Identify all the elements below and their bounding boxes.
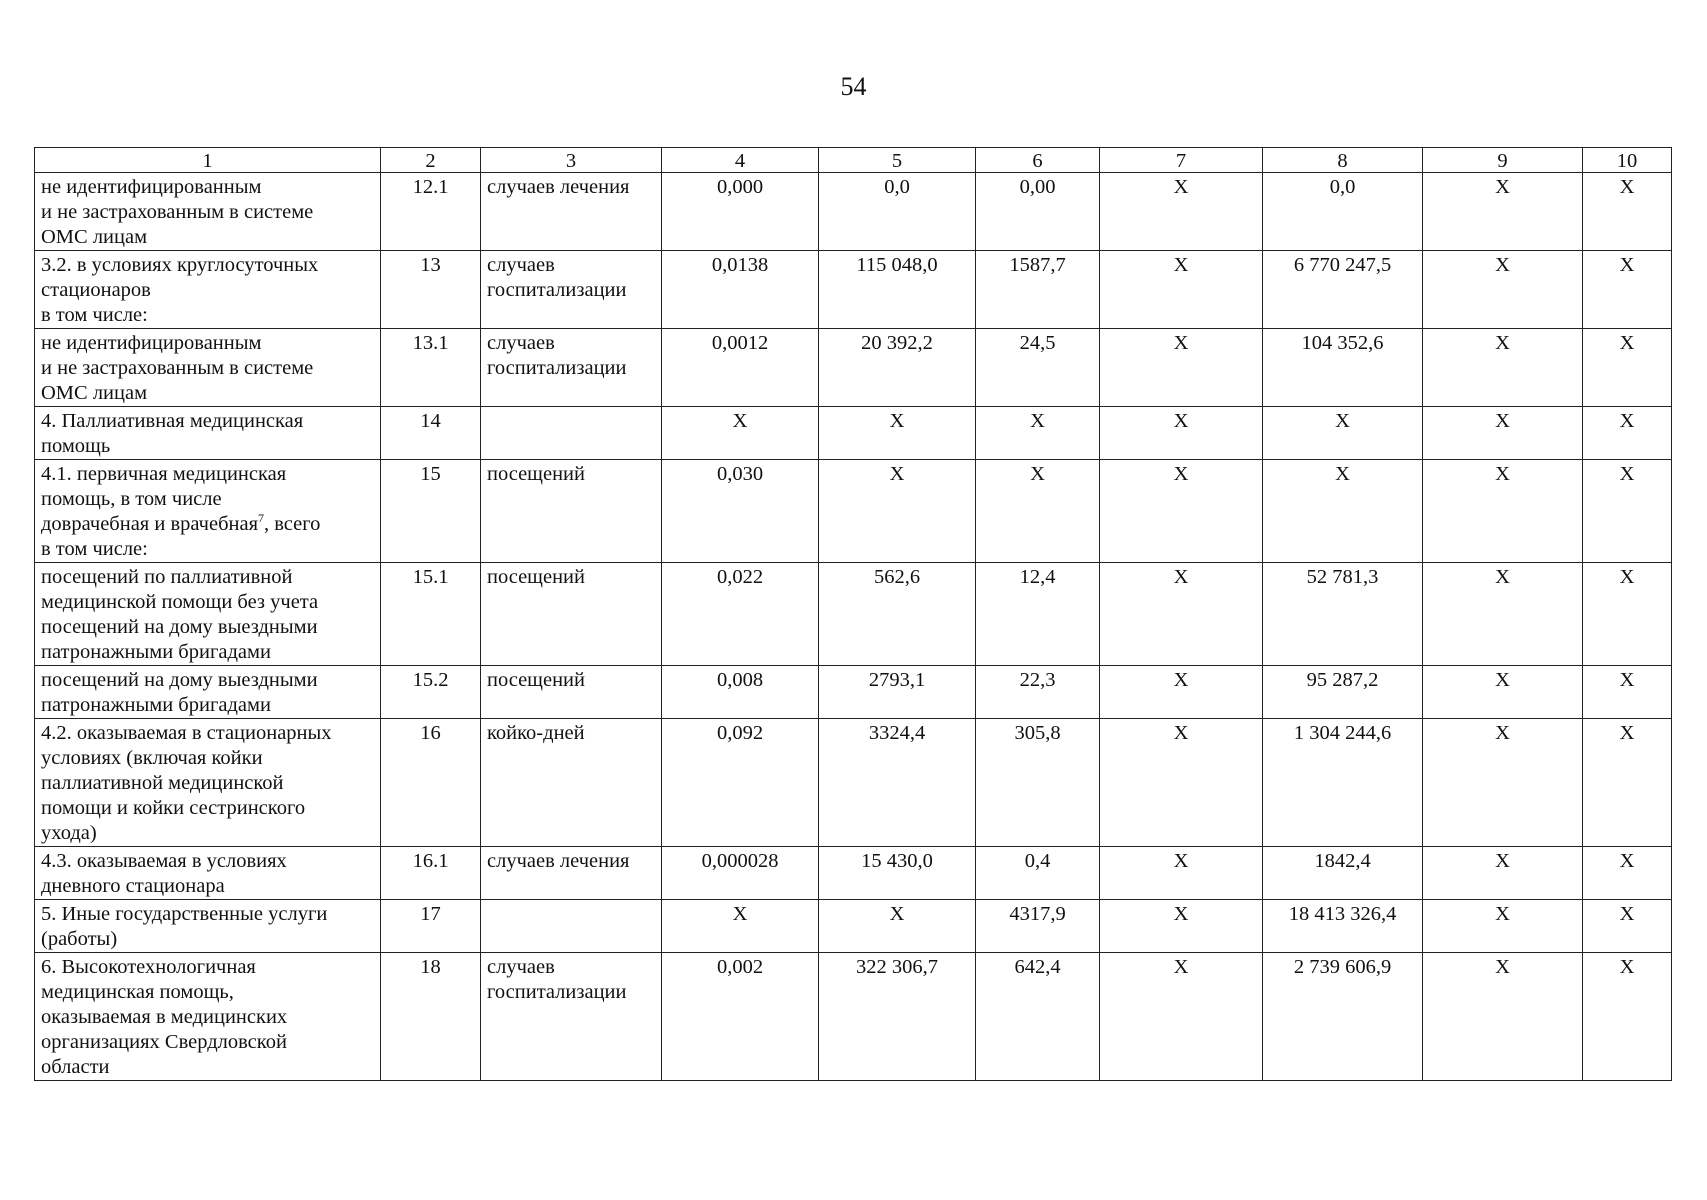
table-row <box>35 666 1672 719</box>
cell-col-4: 0,000 <box>662 173 819 251</box>
cell-col-9: X <box>1423 329 1583 407</box>
cell-col-4: 0,030 <box>662 460 819 563</box>
indicator-name-text: 4.1. первичная медицинская помощь, в том числе доврачебная и врачебная <box>41 463 287 535</box>
cell-unit: случаев госпитализации <box>481 953 662 1081</box>
indicator-name-text: не идентифицированным и не застрахованным в системе ОМС лицам <box>41 332 314 404</box>
cell-col-8: 2 739 606,9 <box>1263 953 1423 1081</box>
footnote-marker: 7 <box>258 511 264 526</box>
cell-col-6: 12,4 <box>976 563 1100 666</box>
cell-col-7: X <box>1100 847 1263 900</box>
cell-col-5: 0,0 <box>819 173 976 251</box>
cell-col-8: 6 770 247,5 <box>1263 251 1423 329</box>
cell-col-6: X <box>976 407 1100 460</box>
column-header: 8 <box>1263 148 1423 173</box>
cell-col-4: X <box>662 900 819 953</box>
cell-col-4: 0,0138 <box>662 251 819 329</box>
cell-indicator-name <box>35 666 381 719</box>
cell-col-8: 0,0 <box>1263 173 1423 251</box>
cell-row-number: 16.1 <box>381 847 481 900</box>
cell-col-5: X <box>819 460 976 563</box>
cell-col-9: X <box>1423 719 1583 847</box>
table-row <box>35 329 1672 407</box>
cell-col-9: X <box>1423 563 1583 666</box>
cell-row-number: 15.2 <box>381 666 481 719</box>
indicator-name-tail: , всего в том числе: <box>41 513 321 560</box>
cell-col-8: 1 304 244,6 <box>1263 719 1423 847</box>
cell-row-number: 16 <box>381 719 481 847</box>
cell-col-5: 115 048,0 <box>819 251 976 329</box>
cell-col-7: X <box>1100 953 1263 1081</box>
cell-col-7: X <box>1100 563 1263 666</box>
cell-col-8: 52 781,3 <box>1263 563 1423 666</box>
indicator-name-text: 4.3. оказываемая в условиях дневного стационара <box>41 850 287 897</box>
indicator-name-text: посещений по паллиативной медицинской помощи без учета посещений на дому выездными патронажными бригадами <box>41 566 319 663</box>
cell-col-5: X <box>819 900 976 953</box>
cell-col-4: 0,0012 <box>662 329 819 407</box>
cell-col-7: X <box>1100 900 1263 953</box>
cell-col-5: X <box>819 407 976 460</box>
cell-col-7: X <box>1100 329 1263 407</box>
cell-col-4: X <box>662 407 819 460</box>
cell-col-5: 15 430,0 <box>819 847 976 900</box>
cell-col-9: X <box>1423 173 1583 251</box>
cell-col-9: X <box>1423 460 1583 563</box>
cell-indicator-name <box>35 407 381 460</box>
cell-col-10: X <box>1583 329 1672 407</box>
cell-col-7: X <box>1100 719 1263 847</box>
column-header: 4 <box>662 148 819 173</box>
cell-indicator-name <box>35 173 381 251</box>
cell-row-number: 12.1 <box>381 173 481 251</box>
table-row <box>35 251 1672 329</box>
cell-indicator-name <box>35 329 381 407</box>
cell-col-7: X <box>1100 251 1263 329</box>
cell-col-7: X <box>1100 173 1263 251</box>
cell-col-8: 104 352,6 <box>1263 329 1423 407</box>
cell-col-6: 1587,7 <box>976 251 1100 329</box>
cell-col-9: X <box>1423 847 1583 900</box>
cell-col-6: 24,5 <box>976 329 1100 407</box>
cell-row-number: 18 <box>381 953 481 1081</box>
data-table <box>34 147 1672 1081</box>
indicator-name-text: 6. Высокотехнологичная медицинская помощь, оказываемая в медицинских организациях Свердловской области <box>41 956 288 1078</box>
column-header: 9 <box>1423 148 1583 173</box>
cell-row-number: 13 <box>381 251 481 329</box>
indicator-name-text: 5. Иные государственные услуги (работы) <box>41 903 328 950</box>
cell-col-10: X <box>1583 847 1672 900</box>
cell-indicator-name <box>35 847 381 900</box>
cell-unit: случаев лечения <box>481 847 662 900</box>
indicator-name-text: 4.2. оказываемая в стационарных условиях (включая койки паллиативной медицинской помощи и койки сестринского ухода) <box>41 722 332 844</box>
table-row <box>35 173 1672 251</box>
cell-col-10: X <box>1583 460 1672 563</box>
cell-unit: посещений <box>481 666 662 719</box>
cell-col-6: 0,4 <box>976 847 1100 900</box>
column-header: 3 <box>481 148 662 173</box>
column-header: 10 <box>1583 148 1672 173</box>
cell-col-7: X <box>1100 460 1263 563</box>
cell-col-9: X <box>1423 953 1583 1081</box>
cell-col-6: 642,4 <box>976 953 1100 1081</box>
cell-col-5: 562,6 <box>819 563 976 666</box>
cell-indicator-name <box>35 251 381 329</box>
column-header: 5 <box>819 148 976 173</box>
column-header: 7 <box>1100 148 1263 173</box>
cell-col-8: 95 287,2 <box>1263 666 1423 719</box>
cell-indicator-name <box>35 953 381 1081</box>
cell-unit: случаев госпитализации <box>481 329 662 407</box>
cell-col-10: X <box>1583 251 1672 329</box>
cell-col-8: 1842,4 <box>1263 847 1423 900</box>
indicator-name-text: посещений на дому выездными патронажными бригадами <box>41 669 318 716</box>
column-header: 1 <box>35 148 381 173</box>
cell-col-4: 0,022 <box>662 563 819 666</box>
cell-col-6: 22,3 <box>976 666 1100 719</box>
table-row <box>35 563 1672 666</box>
indicator-name-text: 4. Паллиативная медицинская помощь <box>41 410 304 457</box>
cell-row-number: 15 <box>381 460 481 563</box>
cell-col-9: X <box>1423 407 1583 460</box>
cell-indicator-name <box>35 460 381 563</box>
cell-unit <box>481 407 662 460</box>
cell-col-4: 0,002 <box>662 953 819 1081</box>
indicator-name-text: не идентифицированным и не застрахованным в системе ОМС лицам <box>41 176 314 248</box>
cell-col-9: X <box>1423 666 1583 719</box>
cell-indicator-name <box>35 719 381 847</box>
cell-indicator-name <box>35 563 381 666</box>
column-header: 2 <box>381 148 481 173</box>
cell-col-5: 20 392,2 <box>819 329 976 407</box>
indicator-name-text: 3.2. в условиях круглосуточных стационаров в том числе: <box>41 254 319 326</box>
table-row <box>35 847 1672 900</box>
cell-col-4: 0,092 <box>662 719 819 847</box>
cell-unit: случаев госпитализации <box>481 251 662 329</box>
page-number: 54 <box>840 72 867 101</box>
table-row <box>35 953 1672 1081</box>
cell-col-10: X <box>1583 173 1672 251</box>
table-body <box>35 173 1672 1081</box>
cell-col-10: X <box>1583 407 1672 460</box>
cell-col-8: 18 413 326,4 <box>1263 900 1423 953</box>
cell-col-9: X <box>1423 900 1583 953</box>
cell-col-9: X <box>1423 251 1583 329</box>
cell-col-4: 0,000028 <box>662 847 819 900</box>
cell-unit: случаев лечения <box>481 173 662 251</box>
cell-col-5: 3324,4 <box>819 719 976 847</box>
column-header: 6 <box>976 148 1100 173</box>
cell-col-6: X <box>976 460 1100 563</box>
cell-col-6: 0,00 <box>976 173 1100 251</box>
cell-unit: посещений <box>481 460 662 563</box>
table-row <box>35 719 1672 847</box>
cell-col-5: 2793,1 <box>819 666 976 719</box>
cell-col-10: X <box>1583 900 1672 953</box>
cell-col-8: X <box>1263 407 1423 460</box>
cell-row-number: 15.1 <box>381 563 481 666</box>
cell-col-4: 0,008 <box>662 666 819 719</box>
cell-col-10: X <box>1583 563 1672 666</box>
table-header-row <box>35 148 1672 173</box>
cell-col-10: X <box>1583 666 1672 719</box>
cell-col-10: X <box>1583 953 1672 1081</box>
cell-row-number: 17 <box>381 900 481 953</box>
cell-col-7: X <box>1100 407 1263 460</box>
cell-col-8: X <box>1263 460 1423 563</box>
table-row <box>35 900 1672 953</box>
cell-unit: посещений <box>481 563 662 666</box>
cell-row-number: 13.1 <box>381 329 481 407</box>
cell-col-6: 305,8 <box>976 719 1100 847</box>
table-row <box>35 460 1672 563</box>
cell-unit <box>481 900 662 953</box>
cell-col-7: X <box>1100 666 1263 719</box>
cell-col-5: 322 306,7 <box>819 953 976 1081</box>
cell-row-number: 14 <box>381 407 481 460</box>
cell-col-6: 4317,9 <box>976 900 1100 953</box>
cell-unit: койко-дней <box>481 719 662 847</box>
cell-col-10: X <box>1583 719 1672 847</box>
table-row <box>35 407 1672 460</box>
cell-indicator-name <box>35 900 381 953</box>
